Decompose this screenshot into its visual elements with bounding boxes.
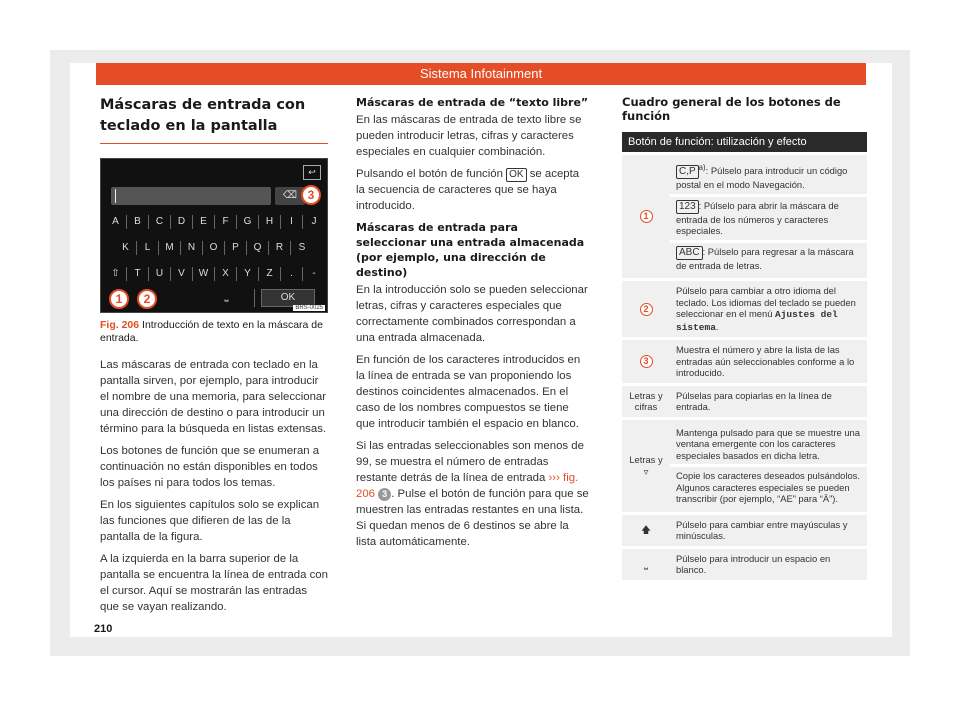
row-key: Letras y cifras — [622, 386, 670, 417]
keyboard-key: F — [215, 215, 237, 229]
paragraph — [356, 438, 590, 550]
column-right — [622, 95, 867, 583]
keyboard-key: H — [259, 215, 281, 229]
figure-reference-link[interactable]: ››› fig. 206 — [356, 472, 579, 500]
keyboard-key: - — [312, 268, 316, 279]
text: : Púlselo para regresar a la máscara de entrada de letras. — [676, 245, 854, 271]
text: : Púlselo para introducir un código postal en el modo Navegación. — [676, 165, 848, 191]
paragraph: Los botones de función que se enumeran a continuación no están disponibles en todos los países ni para todos los temas. — [100, 445, 320, 489]
keyboard-key: P — [225, 241, 247, 255]
row-key — [622, 340, 670, 383]
keyboard-key: O — [203, 241, 225, 255]
figure-label: Fig. 206 — [100, 319, 140, 331]
triangle-icon: ▿ — [643, 465, 649, 477]
keyboard-row-2 — [115, 241, 313, 255]
cursor — [115, 189, 116, 203]
table-row — [622, 155, 867, 278]
menu-name: Ajustes del sistema — [676, 309, 838, 333]
row-key — [622, 420, 670, 512]
sub-cell — [676, 159, 863, 194]
keyboard-key: S — [298, 242, 306, 253]
callout-chip: 3 — [640, 355, 653, 368]
callout-chip: 1 — [640, 210, 653, 223]
keyboard-key: I — [281, 215, 303, 229]
keyboard-key: T — [127, 267, 149, 281]
paragraph — [356, 166, 590, 214]
callout-chip: 3 — [378, 488, 391, 501]
table-row — [622, 281, 867, 337]
paragraph: Las máscaras de entrada con teclado en la pantalla sirven, por ejemplo, para introducir el nombre de una memoria, para seleccionar una dirección de destino o para introducir un término para la búsqueda en listas extensas. — [100, 359, 327, 435]
shift-icon: 🡅 — [622, 515, 670, 546]
row-value: Muestra el número y abre la lista de las entradas aún seleccionables conforme a lo introducido. — [670, 340, 867, 383]
row-value: Púlselas para copiarlas en la línea de entrada. — [670, 386, 867, 417]
footnote-mark: a) — [698, 163, 706, 172]
table-header: Botón de función: utilización y efecto — [622, 132, 867, 152]
backspace-icon: ⌫ — [275, 187, 305, 205]
paragraph: En función de los caracteres introducidos en la línea de entrada se van proponiendo los destinos coincidentes almacenados. En el caso de los nombres compuestos se tiene que introducir también el espacio en blanco. — [356, 354, 581, 430]
section-title: Máscaras de entrada con teclado en la pantalla — [100, 95, 328, 144]
subheading: Máscaras de entrada de “texto libre” — [356, 96, 589, 109]
table-row — [622, 340, 867, 383]
text: se acepta la secuencia de caracteres que se haya introducido. — [356, 168, 580, 212]
keyboard-key: Q — [247, 241, 269, 255]
text: Pulsando el botón de función — [356, 168, 503, 180]
back-icon: ↩ — [303, 165, 321, 180]
column-left — [100, 95, 328, 621]
table-row — [622, 549, 867, 580]
keyboard-key: W — [193, 267, 215, 281]
column-middle — [356, 95, 590, 556]
section-header: Sistema Infotainment — [96, 63, 866, 85]
row-value — [670, 281, 867, 337]
text: . Pulse el botón de función para que se muestren las entradas restantes en una lista. Si quedan menos de 6 destinos se abre la lista automáticamente. — [356, 488, 589, 548]
manual-page — [70, 63, 892, 637]
abc-key-chip: ABC — [676, 246, 703, 260]
sub-cell: Mantenga pulsado para que se muestre una ventana emergente con los caracteres especiales basados en dicha letra. — [676, 426, 860, 461]
row-key — [622, 155, 670, 278]
keyboard-key: Y — [237, 267, 259, 281]
keyboard-key: A — [105, 215, 127, 229]
keyboard-key: D — [171, 215, 193, 229]
row-key — [622, 281, 670, 337]
text: Púlselo para cambiar a otro idioma del teclado. Los idiomas del teclado se pueden seleccionar en el menú — [676, 285, 856, 320]
function-buttons-table — [622, 129, 867, 583]
text: : Púlselo para abrir la máscara de entrada de los números y caracteres especiales. — [676, 199, 839, 237]
paragraph: A la izquierda en la barra superior de la pantalla se encuentra la línea de entrada con el cursor. Aquí se mostrarán las entradas que se vayan realizando. — [100, 553, 328, 613]
paragraph: En las máscaras de entrada de texto libre se pueden introducir letras, cifras y caracteres especiales en cualquier combinación. — [356, 114, 582, 158]
ok-key-chip: OK — [506, 168, 526, 182]
keyboard-key: B — [127, 215, 149, 229]
row-value: Púlselo para introducir un espacio en blanco. — [670, 549, 867, 580]
space-icon: ⎵ — [622, 549, 670, 580]
subheading: Máscaras de entrada para seleccionar una entrada almacenada (por ejemplo, una dirección de destino) — [356, 221, 585, 279]
sub-cell: Copie los caracteres deseados pulsándolos. Algunos caracteres especiales se pueden transcribir (por ejemplo, “AE” para “Ä”). — [670, 464, 867, 508]
row-value — [670, 420, 867, 512]
paragraph: En la introducción solo se pueden seleccionar letras, cifras y caracteres especiales que correctamente combinados correspondan a una entrada almacenada. — [356, 284, 588, 344]
caption-text: Introducción de texto en la máscara de entrada. — [100, 319, 323, 344]
keyboard-key: U — [149, 267, 171, 281]
figure-code: BRS-0025 — [295, 305, 323, 311]
text: . — [715, 320, 719, 332]
keyboard-figure — [100, 158, 328, 313]
keyboard-row-1 — [105, 215, 325, 229]
callout-1: 1 — [109, 289, 129, 309]
input-line — [111, 187, 271, 205]
paragraph: En los siguientes capítulos solo se explican las funciones que difieren de las de la pantalla de la figura. — [100, 499, 320, 543]
table-row — [622, 515, 867, 546]
num-key-chip: 123 — [676, 200, 699, 214]
keyboard-key: Z — [259, 267, 281, 281]
keyboard-key: C — [149, 215, 171, 229]
callout-2: 2 — [137, 289, 157, 309]
sub-cell — [670, 194, 867, 240]
sub-cell — [670, 240, 867, 275]
cp-key-chip: C,P — [676, 165, 699, 179]
keyboard-row-3 — [105, 267, 325, 281]
keyboard-key: . — [281, 267, 303, 281]
page-number: 210 — [94, 623, 113, 635]
keyboard-key: E — [193, 215, 215, 229]
figure-caption — [100, 319, 328, 345]
ok-button: OK — [261, 289, 315, 307]
callout-chip: 2 — [640, 303, 653, 316]
keyboard-key: K — [115, 241, 137, 255]
keyboard-key: M — [159, 241, 181, 255]
table-title: Cuadro general de los botones de función — [622, 95, 841, 123]
text: Si las entradas seleccionables son menos de 99, se muestra el número de entradas restante detrás de la línea de entrada — [356, 440, 584, 484]
callout-3: 3 — [301, 185, 321, 205]
keyboard-key: N — [181, 241, 203, 255]
space-icon: ⎵ — [199, 289, 255, 307]
table-row — [622, 420, 867, 512]
row-value — [670, 155, 867, 278]
keyboard-key: ⇧ — [105, 267, 127, 281]
table-row — [622, 386, 867, 417]
text: Letras y — [629, 454, 663, 466]
keyboard-key: V — [171, 267, 193, 281]
keyboard-key: R — [269, 241, 291, 255]
keyboard-key: X — [215, 267, 237, 281]
row-value: Púlselo para cambiar entre mayúsculas y minúsculas. — [670, 515, 867, 546]
keyboard-key: J — [311, 216, 317, 227]
keyboard-key: G — [237, 215, 259, 229]
keyboard-key: L — [137, 241, 159, 255]
